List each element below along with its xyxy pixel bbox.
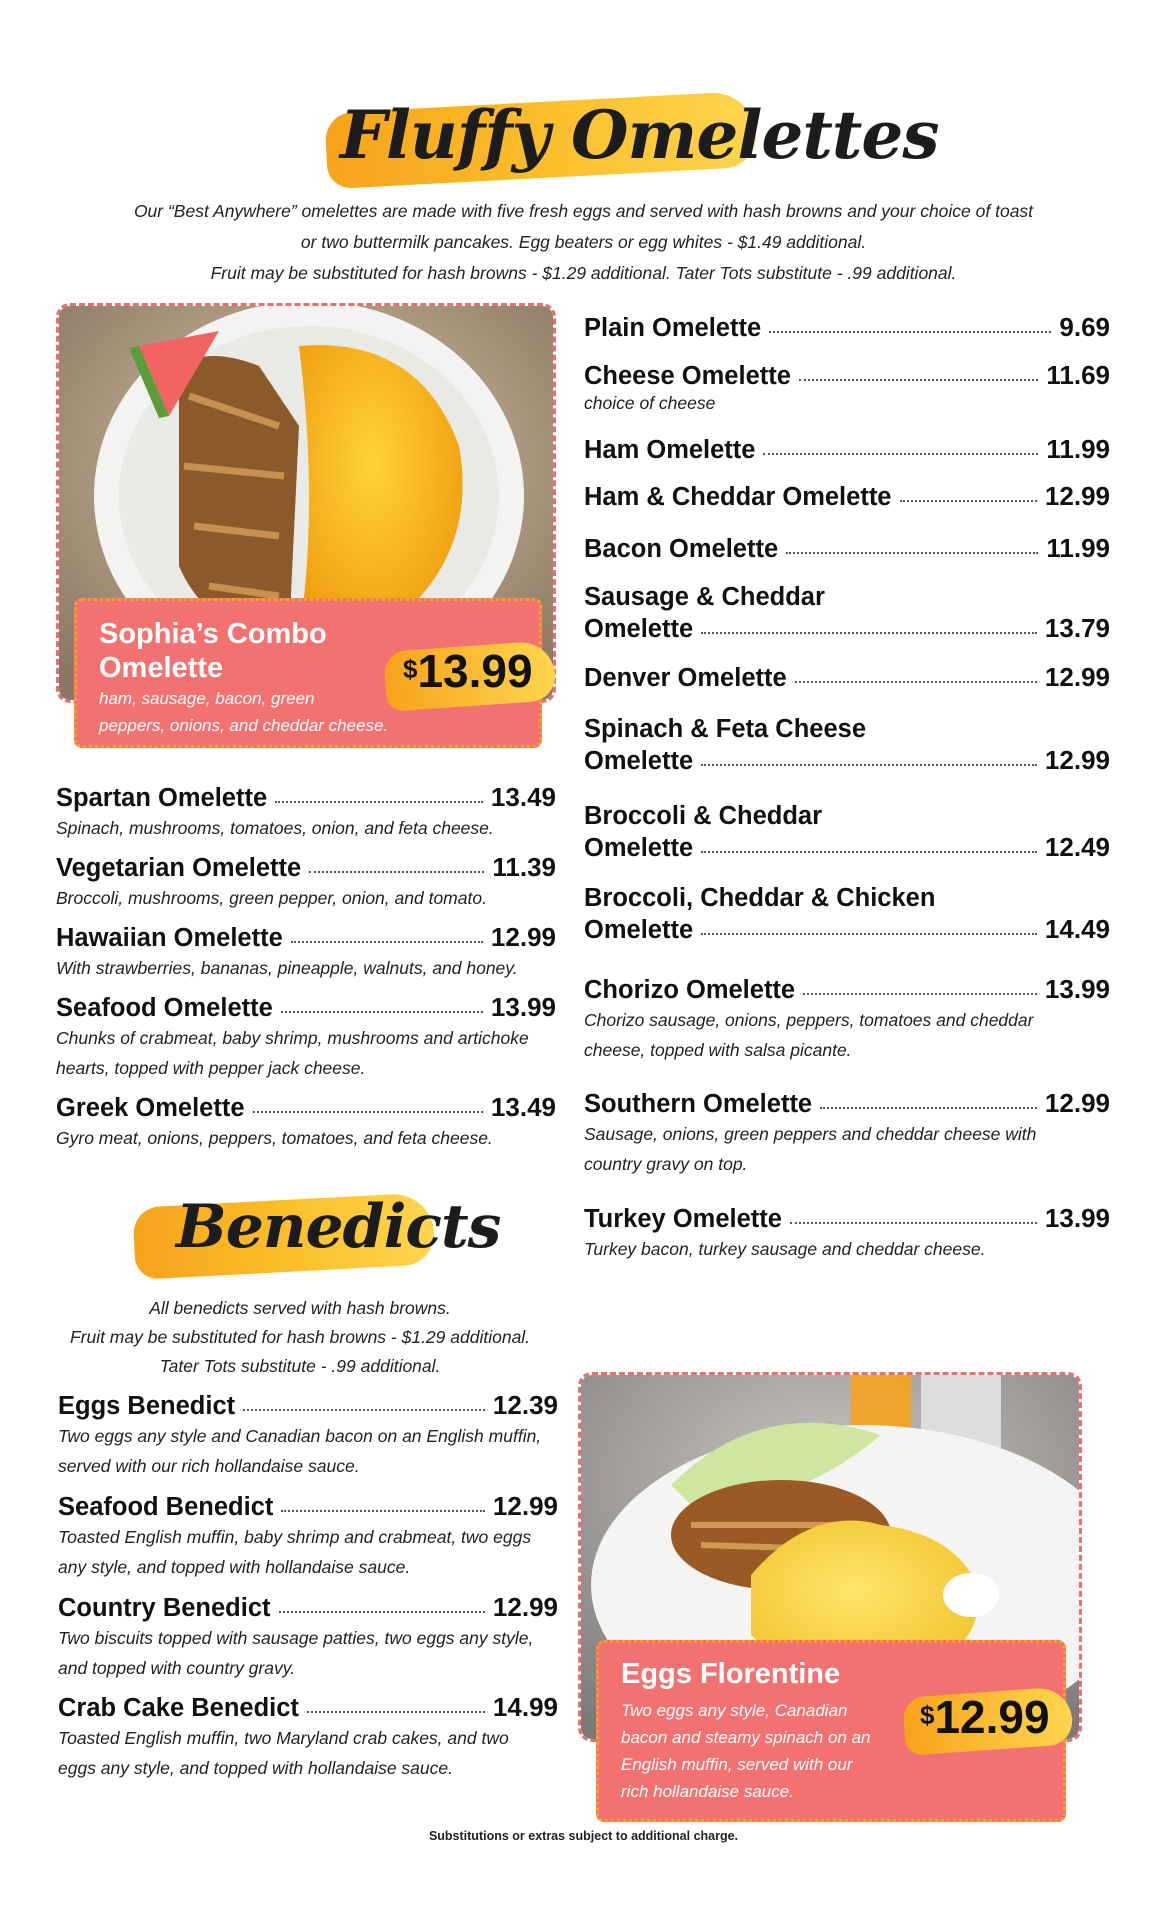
feature-omelette-desc: peppers, onions, and cheddar cheese. xyxy=(99,716,389,735)
item-name: Turkey Omelette xyxy=(584,1205,782,1233)
item-name: Cheese Omelette xyxy=(584,362,791,390)
item-price: 9.69 xyxy=(1059,312,1110,342)
omelettes-title: Fluffy Omelettes xyxy=(340,96,939,174)
menu-item xyxy=(56,852,556,913)
price-value: 12.99 xyxy=(934,1691,1050,1743)
item-desc: cheese, topped with salsa picante. xyxy=(584,1040,852,1060)
item-price: 12.99 xyxy=(1044,481,1110,511)
item-desc: served with our rich hollandaise sauce. xyxy=(58,1456,360,1476)
item-desc: Chunks of crabmeat, baby shrimp, mushrooms and artichoke xyxy=(56,1028,529,1048)
menu-item xyxy=(58,1491,558,1582)
item-desc: Toasted English muffin, two Maryland crab cakes, and two xyxy=(58,1728,509,1748)
menu-item xyxy=(584,581,1110,644)
menu-item xyxy=(584,533,1110,564)
item-name: Omelette xyxy=(584,747,694,775)
menu-item xyxy=(584,800,1110,863)
menu-item xyxy=(58,1592,558,1683)
menu-item xyxy=(584,974,1110,1065)
benedicts-title: Benedicts xyxy=(176,1192,501,1262)
item-name: Plain Omelette xyxy=(584,314,762,342)
item-name: Crab Cake Benedict xyxy=(58,1694,299,1722)
menu-item xyxy=(584,360,1110,415)
price-value: 13.99 xyxy=(417,645,533,697)
menu-item xyxy=(584,434,1110,465)
item-name: Country Benedict xyxy=(58,1594,271,1622)
item-price: 12.99 xyxy=(1044,1088,1110,1118)
item-price: 13.79 xyxy=(1044,613,1110,643)
intro-line: Our “Best Anywhere” omelettes are made with five fresh eggs and served with hash browns and your choice of toast xyxy=(133,201,1034,221)
item-desc: Sausage, onions, green peppers and cheddar cheese with xyxy=(584,1124,1037,1144)
item-desc: Two biscuits topped with sausage patties, two eggs any style, xyxy=(58,1628,534,1648)
item-desc: Turkey bacon, turkey sausage and cheddar cheese. xyxy=(584,1239,986,1259)
menu-item xyxy=(56,922,556,983)
item-name: Denver Omelette xyxy=(584,664,787,692)
item-name: Spartan Omelette xyxy=(56,784,268,812)
item-desc: any style, and topped with hollandaise sauce. xyxy=(58,1557,411,1577)
item-name: Sausage & Cheddar xyxy=(584,583,825,611)
menu-item xyxy=(584,662,1110,693)
item-name: Vegetarian Omelette xyxy=(56,854,302,882)
item-price: 13.99 xyxy=(490,992,556,1022)
item-price: 12.99 xyxy=(492,1491,558,1521)
currency-symbol: $ xyxy=(920,1700,935,1730)
item-desc: Broccoli, mushrooms, green pepper, onion, and tomato. xyxy=(56,888,487,908)
item-name: Omelette xyxy=(584,615,694,643)
menu-item xyxy=(584,481,1110,512)
item-price: 12.99 xyxy=(1044,662,1110,692)
feature-omelette-desc: ham, sausage, bacon, green xyxy=(99,689,315,708)
item-desc: Chorizo sausage, onions, peppers, tomatoes and cheddar xyxy=(584,1010,1034,1030)
item-name: Seafood Benedict xyxy=(58,1493,274,1521)
item-name: Ham & Cheddar Omelette xyxy=(584,483,892,511)
item-name: Southern Omelette xyxy=(584,1090,813,1118)
item-name: Greek Omelette xyxy=(56,1094,245,1122)
item-name: Omelette xyxy=(584,834,694,862)
feature-omelette-price xyxy=(385,640,557,712)
item-name: Omelette xyxy=(584,916,694,944)
intro-line: Fruit may be substituted for hash browns - $1.29 additional. Tater Tots substitute - .99 additional. xyxy=(210,263,957,283)
menu-item xyxy=(56,1092,556,1153)
item-price: 12.39 xyxy=(492,1390,558,1420)
item-price: 13.49 xyxy=(490,782,556,812)
menu-item xyxy=(584,312,1110,343)
menu-item xyxy=(58,1390,558,1481)
item-desc: Two eggs any style and Canadian bacon on an English muffin, xyxy=(58,1426,542,1446)
benedicts-heading xyxy=(130,1178,501,1288)
item-desc: country gravy on top. xyxy=(584,1154,748,1174)
item-name: Eggs Benedict xyxy=(58,1392,236,1420)
item-desc: and topped with country gravy. xyxy=(58,1658,296,1678)
feature-benedict-desc: English muffin, served with our xyxy=(621,1755,853,1774)
item-price: 12.99 xyxy=(1044,745,1110,775)
feature-benedict-desc: bacon and steamy spinach on an xyxy=(621,1728,871,1747)
item-desc: Toasted English muffin, baby shrimp and crabmeat, two eggs xyxy=(58,1527,532,1547)
intro-line: Tater Tots substitute - .99 additional. xyxy=(159,1356,441,1376)
item-desc: eggs any style, and topped with hollandaise sauce. xyxy=(58,1758,453,1778)
item-name: Chorizo Omelette xyxy=(584,976,796,1004)
currency-symbol: $ xyxy=(403,654,418,684)
item-name: Hawaiian Omelette xyxy=(56,924,283,952)
item-name: Ham Omelette xyxy=(584,436,756,464)
item-desc: hearts, topped with pepper jack cheese. xyxy=(56,1058,366,1078)
item-price: 12.99 xyxy=(492,1592,558,1622)
item-name: Broccoli & Cheddar xyxy=(584,802,823,830)
item-price: 13.99 xyxy=(1044,1203,1110,1233)
menu-item xyxy=(56,992,556,1083)
item-name: Broccoli, Cheddar & Chicken xyxy=(584,884,936,912)
item-desc: With strawberries, bananas, pineapple, walnuts, and honey. xyxy=(56,958,518,978)
feature-benedict-price xyxy=(904,1686,1076,1758)
menu-item xyxy=(584,713,1110,776)
item-price: 12.99 xyxy=(490,922,556,952)
intro-line: Fruit may be substituted for hash browns - $1.29 additional. xyxy=(69,1327,531,1347)
menu-item xyxy=(584,1088,1110,1179)
menu-item xyxy=(56,782,556,843)
item-price: 11.99 xyxy=(1046,533,1110,563)
item-name: Seafood Omelette xyxy=(56,994,273,1022)
omelettes-intro xyxy=(40,196,1127,289)
item-price: 11.39 xyxy=(492,852,556,882)
item-desc: Spinach, mushrooms, tomatoes, onion, and feta cheese. xyxy=(56,818,494,838)
omelettes-heading xyxy=(320,80,939,200)
item-price: 11.99 xyxy=(1046,434,1110,464)
menu-item xyxy=(584,882,1110,945)
item-price: 11.69 xyxy=(1046,360,1110,390)
feature-omelette-name: Sophia’s Combo xyxy=(99,618,327,650)
feature-omelette-name: Omelette xyxy=(99,652,224,684)
feature-benedict-desc: Two eggs any style, Canadian xyxy=(621,1701,848,1720)
footer-note: Substitutions or extras subject to additional charge. xyxy=(428,1829,739,1843)
feature-benedict-desc: rich hollandaise sauce. xyxy=(621,1782,794,1801)
item-desc: choice of cheese xyxy=(584,393,716,413)
benedicts-intro xyxy=(40,1294,560,1381)
feature-benedict-name: Eggs Florentine xyxy=(621,1658,841,1690)
item-desc: Gyro meat, onions, peppers, tomatoes, and feta cheese. xyxy=(56,1128,493,1148)
item-price: 14.49 xyxy=(1044,914,1110,944)
item-name: Spinach & Feta Cheese xyxy=(584,715,867,743)
item-name: Bacon Omelette xyxy=(584,535,779,563)
menu-item xyxy=(58,1692,558,1783)
intro-line: or two buttermilk pancakes. Egg beaters or egg whites - $1.49 additional. xyxy=(300,232,867,252)
intro-line: All benedicts served with hash browns. xyxy=(149,1298,451,1318)
item-price: 13.99 xyxy=(1044,974,1110,1004)
item-price: 13.49 xyxy=(490,1092,556,1122)
item-price: 14.99 xyxy=(492,1692,558,1722)
item-price: 12.49 xyxy=(1044,832,1110,862)
menu-item xyxy=(584,1203,1110,1264)
